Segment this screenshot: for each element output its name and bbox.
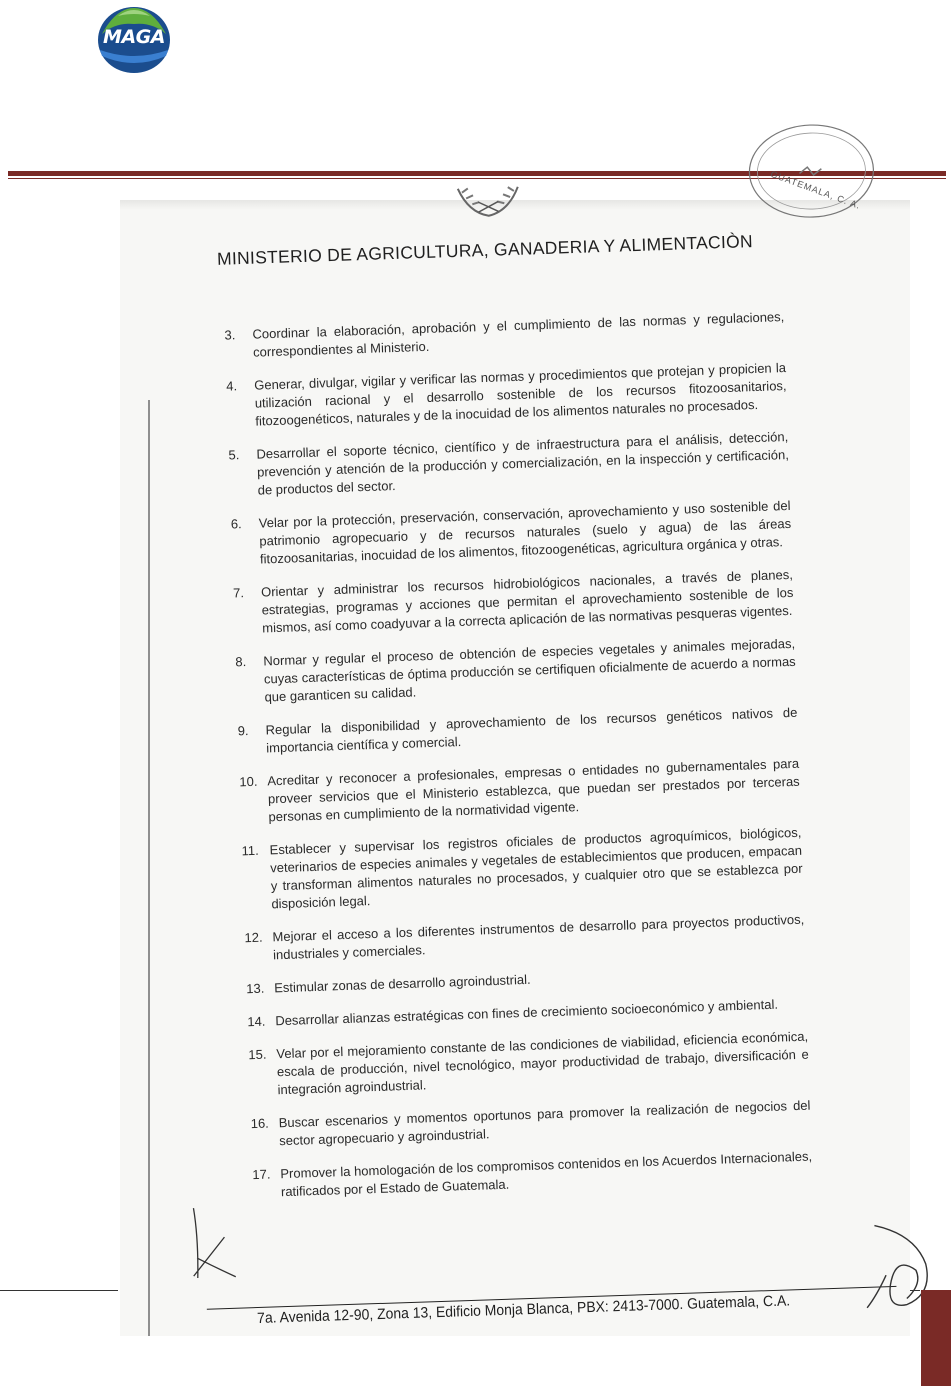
- list-item: [248, 1028, 809, 1101]
- item-text: Coordinar la elaboración, aprobación y el cumplimiento de las normas y regulaciones, correspondientes al Ministerio.: [252, 309, 785, 360]
- item-number: 10.: [239, 773, 258, 790]
- item-number: 11.: [241, 842, 259, 859]
- item-text: Estimular zonas de desarrollo agroindustrial.: [273, 971, 531, 996]
- list-item: [237, 704, 798, 759]
- official-seal: [739, 161, 881, 226]
- scanned-page: [120, 168, 910, 1336]
- list-item: [246, 962, 806, 999]
- maga-logo: [96, 4, 172, 74]
- item-number: 12.: [244, 929, 263, 946]
- item-text: Mejorar el acceso a los diferentes instrumentos de desarrollo para proyectos productivos, industriales y comerciales.: [272, 911, 805, 963]
- list-item: [226, 359, 787, 432]
- item-text: Orientar y administrar los recursos hidrobiológicos nacionales, a través de planes, estrategias, programas y acciones que permitan el aprovechamiento sostenible de los mismos, así como coadyuvar a la correcta aplicación de las normativas pesqueras vigentes.: [260, 566, 794, 636]
- bottom-rule-right: [910, 1290, 920, 1291]
- item-text: Buscar escenarios y momentos oportunos para promover la realización de negocios del sector agropecuario y agroindustrial.: [278, 1097, 811, 1149]
- footer-address: 7a. Avenida 12-90, Zona 13, Edificio Monja Blanca, PBX: 2413-7000. Guatemala, C.A.: [256, 1292, 791, 1328]
- list-item: [244, 911, 805, 966]
- item-text: Promover la homologación de los compromisos contenidos en los Acuerdos Internacionales, ratificados por el Estado de Guatemala.: [280, 1148, 813, 1200]
- item-text: Establecer y supervisar los registros oficiales de productos agroquímicos, biológicos, veterinarios de especies animales y vegetales de establecimientos que producen, empacan y transforman alimentos naturales no procesados, y cualquier otro que se establezca por disposición legal.: [269, 824, 803, 912]
- list-item: [235, 635, 796, 708]
- item-text: Desarrollar alianzas estratégicas con fines de crecimiento socioeconómico y ambiental.: [275, 996, 779, 1029]
- logo-text: MAGA: [103, 26, 165, 48]
- item-number: 8.: [235, 654, 247, 670]
- item-number: 14.: [247, 1013, 266, 1030]
- item-text: Normar y regular el proceso de obtención de especies vegetales y animales mejoradas, cuyas características de óptima producción se certifiquen oficialmente de acuerdo a normas que garanticen su calidad.: [263, 635, 796, 705]
- coat-of-arms-icon: [448, 180, 529, 223]
- item-number: 9.: [237, 723, 249, 739]
- document-title: MINISTERIO DE AGRICULTURA, GANADERIA Y ALIMENTACIÒN: [216, 231, 754, 269]
- item-text: Velar por el mejoramiento constante de las condiciones de viabilidad, eficiencia económica, escala de producción, nivel tecnológico, mayor productividad de trabajo, diversificación e integración agroindustrial.: [276, 1028, 809, 1098]
- item-number: 3.: [224, 327, 236, 343]
- list-item: [239, 755, 800, 828]
- item-number: 5.: [228, 447, 240, 463]
- page-corner-tab: [921, 1290, 951, 1386]
- item-text: Regular la disponibilidad y aprovechamiento de los recursos genéticos nativos de importancia científica y comercial.: [265, 704, 798, 756]
- scan-content: [120, 168, 947, 1336]
- item-text: Velar por la protección, preservación, conservación, aprovechamiento y uso sostenible del patrimonio agropecuario y de recursos naturales (suelo y agua) de las áreas fitozoosanitarias, inocuidad de los alimentos, fitozoogenéticas, agricultura orgánica y otras.: [258, 497, 792, 567]
- list-item: [241, 824, 803, 915]
- list-item: [231, 497, 792, 570]
- list-item: [252, 1148, 813, 1203]
- item-number: 4.: [225, 378, 238, 394]
- list-item: [250, 1097, 811, 1152]
- seal-text: GUATEMALA, C. A.: [769, 168, 863, 212]
- item-text: Acreditar y reconocer a profesionales, empresas o entidades no gubernamentales para proveer servicios que el Ministerio establezca, que puedan ser prestados por terceras personas en cumplimiento de la normatividad vigente.: [267, 755, 800, 825]
- item-text: Desarrollar el soporte técnico, científico y de infraestructura para el análisis, detección, prevención y atención de la producción y comercialización, en la inspección y certificación, de productos del sector.: [256, 428, 790, 498]
- item-text: Generar, divulgar, vigilar y verificar las normas y procedimientos que protejan y propicien la utilización racional y el desarrollo sostenible de los recursos fitozoosanitarios, fitozoogenéticos, naturales y de la inocuidad de los alimentos naturales no procesados.: [253, 360, 787, 429]
- list-item: [247, 995, 807, 1032]
- item-number: 6.: [230, 516, 242, 532]
- list-item: [224, 308, 785, 363]
- bottom-rule: [0, 1290, 118, 1291]
- item-number: 15.: [248, 1046, 267, 1063]
- item-number: 13.: [245, 980, 265, 997]
- item-number: 17.: [252, 1166, 271, 1183]
- initials-mark-icon: [183, 1196, 246, 1288]
- item-number: 16.: [250, 1115, 270, 1132]
- list-item: [233, 566, 794, 639]
- item-number: 7.: [232, 585, 245, 601]
- list-item: [228, 428, 789, 501]
- functions-list: [224, 308, 813, 1217]
